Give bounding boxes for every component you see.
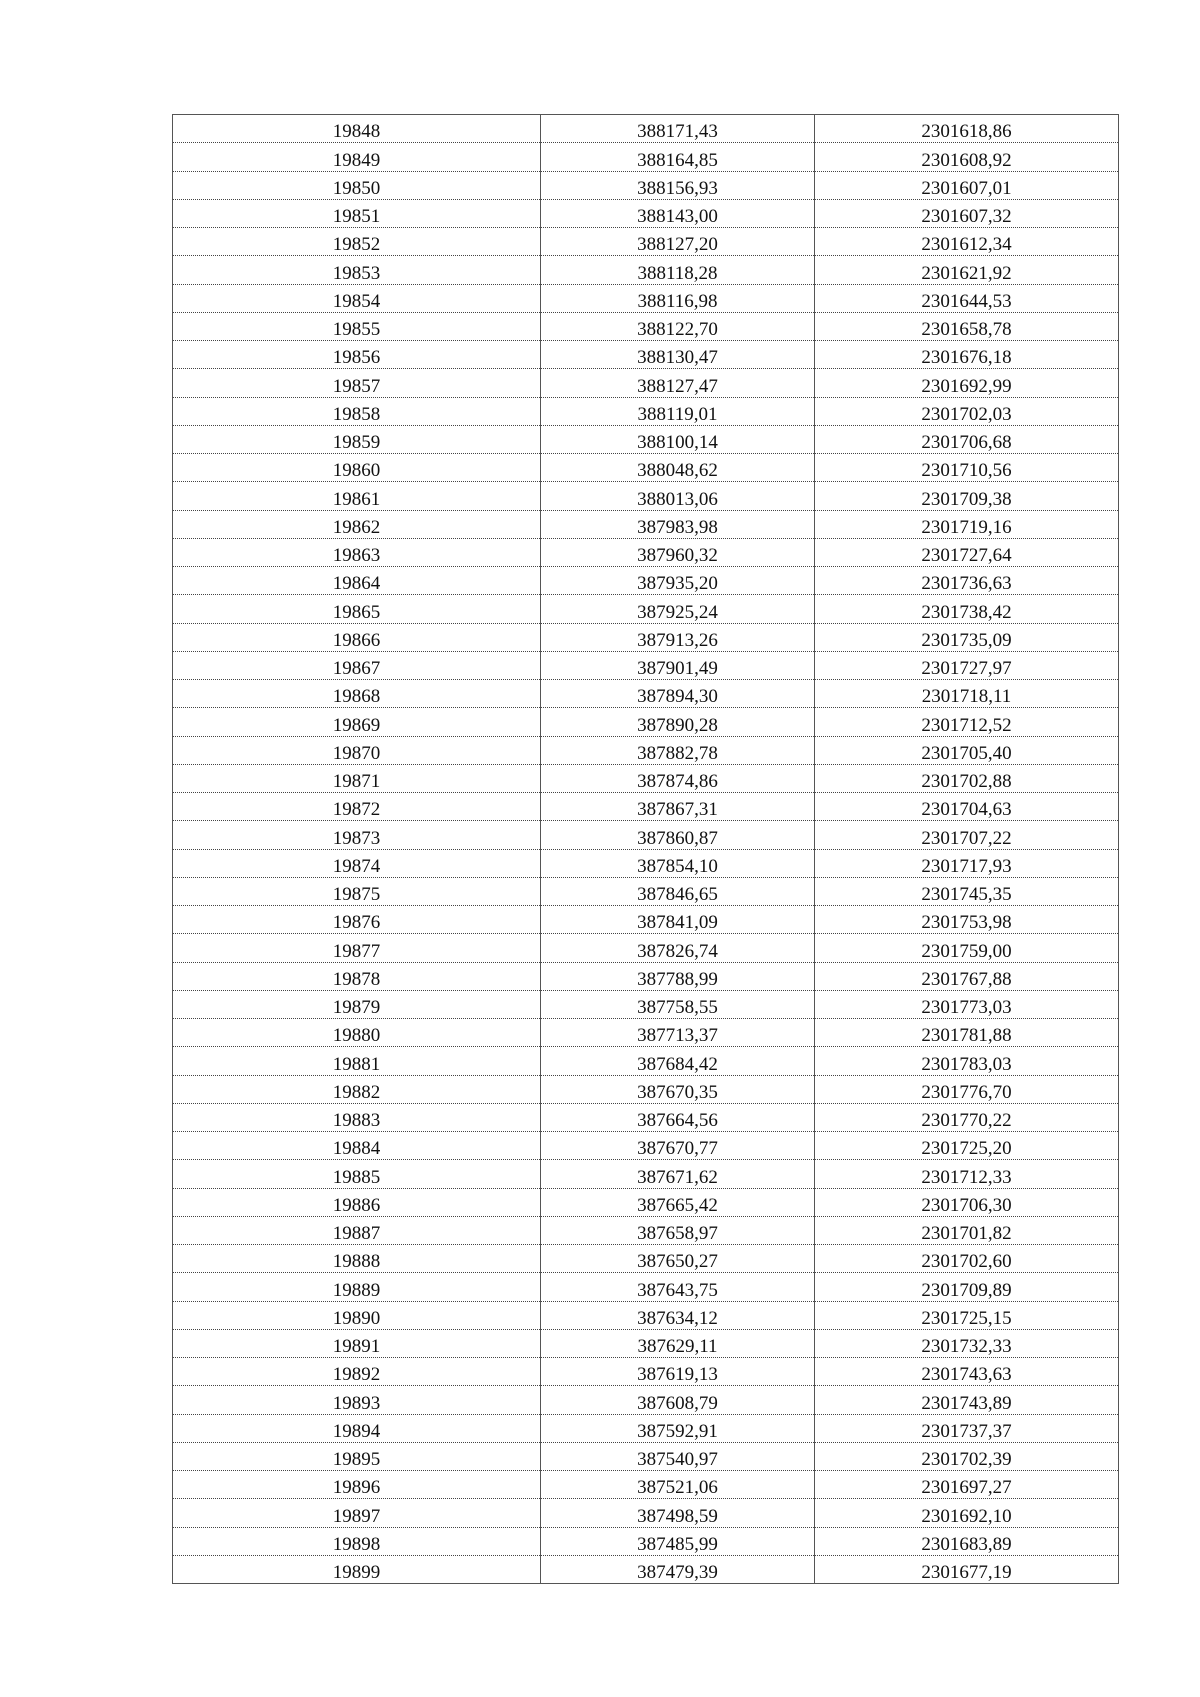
y-coordinate-cell: 2301676,18: [815, 341, 1119, 369]
y-coordinate-cell: 2301770,22: [815, 1103, 1119, 1131]
x-coordinate-cell: 387713,37: [541, 1019, 815, 1047]
x-coordinate-cell: 388122,70: [541, 312, 815, 340]
x-coordinate-cell: 388130,47: [541, 341, 815, 369]
table-row: [173, 849, 1119, 877]
table-row: [173, 567, 1119, 595]
point-number-cell: 19861: [173, 482, 541, 510]
table-row: [173, 934, 1119, 962]
point-number-cell: 19864: [173, 567, 541, 595]
table-row: [173, 1188, 1119, 1216]
table-row: [173, 821, 1119, 849]
point-number-cell: 19876: [173, 906, 541, 934]
point-number-cell: 19870: [173, 736, 541, 764]
x-coordinate-cell: 387592,91: [541, 1414, 815, 1442]
point-number-cell: 19893: [173, 1386, 541, 1414]
x-coordinate-cell: 387841,09: [541, 906, 815, 934]
table-row: [173, 369, 1119, 397]
point-number-cell: 19868: [173, 680, 541, 708]
table-row: [173, 199, 1119, 227]
x-coordinate-cell: 387485,99: [541, 1527, 815, 1555]
table-row: [173, 1245, 1119, 1273]
table-row: [173, 736, 1119, 764]
table-row: [173, 1358, 1119, 1386]
point-number-cell: 19850: [173, 171, 541, 199]
y-coordinate-cell: 2301732,33: [815, 1329, 1119, 1357]
y-coordinate-cell: 2301704,63: [815, 793, 1119, 821]
point-number-cell: 19852: [173, 228, 541, 256]
table-row: [173, 510, 1119, 538]
y-coordinate-cell: 2301709,38: [815, 482, 1119, 510]
y-coordinate-cell: 2301697,27: [815, 1471, 1119, 1499]
y-coordinate-cell: 2301618,86: [815, 115, 1119, 143]
x-coordinate-cell: 388143,00: [541, 199, 815, 227]
y-coordinate-cell: 2301705,40: [815, 736, 1119, 764]
x-coordinate-cell: 387983,98: [541, 510, 815, 538]
table-row: [173, 962, 1119, 990]
y-coordinate-cell: 2301781,88: [815, 1019, 1119, 1047]
point-number-cell: 19854: [173, 284, 541, 312]
y-coordinate-cell: 2301644,53: [815, 284, 1119, 312]
y-coordinate-cell: 2301725,15: [815, 1301, 1119, 1329]
point-number-cell: 19858: [173, 397, 541, 425]
y-coordinate-cell: 2301712,33: [815, 1160, 1119, 1188]
table-row: [173, 397, 1119, 425]
y-coordinate-cell: 2301718,11: [815, 680, 1119, 708]
x-coordinate-cell: 387521,06: [541, 1471, 815, 1499]
y-coordinate-cell: 2301743,63: [815, 1358, 1119, 1386]
y-coordinate-cell: 2301702,03: [815, 397, 1119, 425]
table-row: [173, 1273, 1119, 1301]
table-row: [173, 708, 1119, 736]
table-row: [173, 1047, 1119, 1075]
point-number-cell: 19898: [173, 1527, 541, 1555]
table-row: [173, 1103, 1119, 1131]
x-coordinate-cell: 387890,28: [541, 708, 815, 736]
x-coordinate-cell: 387935,20: [541, 567, 815, 595]
point-number-cell: 19890: [173, 1301, 541, 1329]
x-coordinate-cell: 387846,65: [541, 877, 815, 905]
x-coordinate-cell: 387479,39: [541, 1555, 815, 1583]
y-coordinate-cell: 2301709,89: [815, 1273, 1119, 1301]
y-coordinate-cell: 2301712,52: [815, 708, 1119, 736]
point-number-cell: 19896: [173, 1471, 541, 1499]
point-number-cell: 19863: [173, 538, 541, 566]
y-coordinate-cell: 2301743,89: [815, 1386, 1119, 1414]
point-number-cell: 19874: [173, 849, 541, 877]
table-row: [173, 1499, 1119, 1527]
point-number-cell: 19865: [173, 595, 541, 623]
x-coordinate-cell: 387960,32: [541, 538, 815, 566]
point-number-cell: 19887: [173, 1216, 541, 1244]
x-coordinate-cell: 388171,43: [541, 115, 815, 143]
y-coordinate-cell: 2301717,93: [815, 849, 1119, 877]
point-number-cell: 19886: [173, 1188, 541, 1216]
x-coordinate-cell: 387540,97: [541, 1442, 815, 1470]
x-coordinate-cell: 387788,99: [541, 962, 815, 990]
x-coordinate-cell: 387684,42: [541, 1047, 815, 1075]
x-coordinate-cell: 388156,93: [541, 171, 815, 199]
table-row: [173, 1442, 1119, 1470]
y-coordinate-cell: 2301707,22: [815, 821, 1119, 849]
y-coordinate-cell: 2301677,19: [815, 1555, 1119, 1583]
x-coordinate-cell: 387826,74: [541, 934, 815, 962]
table-row: [173, 341, 1119, 369]
x-coordinate-cell: 387634,12: [541, 1301, 815, 1329]
y-coordinate-cell: 2301783,03: [815, 1047, 1119, 1075]
x-coordinate-cell: 387658,97: [541, 1216, 815, 1244]
x-coordinate-cell: 388048,62: [541, 454, 815, 482]
point-number-cell: 19899: [173, 1555, 541, 1583]
table-row: [173, 1019, 1119, 1047]
x-coordinate-cell: 388013,06: [541, 482, 815, 510]
point-number-cell: 19875: [173, 877, 541, 905]
y-coordinate-cell: 2301776,70: [815, 1075, 1119, 1103]
x-coordinate-cell: 387854,10: [541, 849, 815, 877]
y-coordinate-cell: 2301767,88: [815, 962, 1119, 990]
point-number-cell: 19878: [173, 962, 541, 990]
x-coordinate-cell: 387664,56: [541, 1103, 815, 1131]
x-coordinate-cell: 387665,42: [541, 1188, 815, 1216]
x-coordinate-cell: 387860,87: [541, 821, 815, 849]
y-coordinate-cell: 2301706,30: [815, 1188, 1119, 1216]
point-number-cell: 19885: [173, 1160, 541, 1188]
table-row: [173, 1329, 1119, 1357]
x-coordinate-cell: 387608,79: [541, 1386, 815, 1414]
y-coordinate-cell: 2301706,68: [815, 425, 1119, 453]
point-number-cell: 19872: [173, 793, 541, 821]
point-number-cell: 19848: [173, 115, 541, 143]
table-row: [173, 595, 1119, 623]
x-coordinate-cell: 387925,24: [541, 595, 815, 623]
y-coordinate-cell: 2301753,98: [815, 906, 1119, 934]
y-coordinate-cell: 2301692,10: [815, 1499, 1119, 1527]
point-number-cell: 19866: [173, 623, 541, 651]
x-coordinate-cell: 387670,35: [541, 1075, 815, 1103]
y-coordinate-cell: 2301701,82: [815, 1216, 1119, 1244]
table-row: [173, 1386, 1119, 1414]
x-coordinate-cell: 388127,20: [541, 228, 815, 256]
y-coordinate-cell: 2301658,78: [815, 312, 1119, 340]
table-row: [173, 1527, 1119, 1555]
x-coordinate-cell: 387650,27: [541, 1245, 815, 1273]
y-coordinate-cell: 2301702,88: [815, 764, 1119, 792]
x-coordinate-cell: 387498,59: [541, 1499, 815, 1527]
x-coordinate-cell: 387758,55: [541, 990, 815, 1018]
y-coordinate-cell: 2301710,56: [815, 454, 1119, 482]
point-number-cell: 19897: [173, 1499, 541, 1527]
point-number-cell: 19871: [173, 764, 541, 792]
table-row: [173, 256, 1119, 284]
x-coordinate-cell: 387643,75: [541, 1273, 815, 1301]
x-coordinate-cell: 387619,13: [541, 1358, 815, 1386]
point-number-cell: 19859: [173, 425, 541, 453]
y-coordinate-cell: 2301692,99: [815, 369, 1119, 397]
table-row: [173, 228, 1119, 256]
table-row: [173, 1160, 1119, 1188]
y-coordinate-cell: 2301607,01: [815, 171, 1119, 199]
table-row: [173, 425, 1119, 453]
y-coordinate-cell: 2301737,37: [815, 1414, 1119, 1442]
y-coordinate-cell: 2301773,03: [815, 990, 1119, 1018]
table-row: [173, 143, 1119, 171]
x-coordinate-cell: 388116,98: [541, 284, 815, 312]
table-row: [173, 171, 1119, 199]
point-number-cell: 19889: [173, 1273, 541, 1301]
table-row: [173, 623, 1119, 651]
point-number-cell: 19880: [173, 1019, 541, 1047]
y-coordinate-cell: 2301759,00: [815, 934, 1119, 962]
y-coordinate-cell: 2301612,34: [815, 228, 1119, 256]
y-coordinate-cell: 2301702,60: [815, 1245, 1119, 1273]
point-number-cell: 19882: [173, 1075, 541, 1103]
x-coordinate-cell: 388127,47: [541, 369, 815, 397]
x-coordinate-cell: 388119,01: [541, 397, 815, 425]
y-coordinate-cell: 2301727,64: [815, 538, 1119, 566]
coordinates-table: [172, 114, 1119, 1584]
y-coordinate-cell: 2301702,39: [815, 1442, 1119, 1470]
point-number-cell: 19891: [173, 1329, 541, 1357]
y-coordinate-cell: 2301719,16: [815, 510, 1119, 538]
table-row: [173, 1301, 1119, 1329]
point-number-cell: 19888: [173, 1245, 541, 1273]
x-coordinate-cell: 387882,78: [541, 736, 815, 764]
x-coordinate-cell: 387671,62: [541, 1160, 815, 1188]
x-coordinate-cell: 387913,26: [541, 623, 815, 651]
table-row: [173, 1075, 1119, 1103]
point-number-cell: 19862: [173, 510, 541, 538]
point-number-cell: 19883: [173, 1103, 541, 1131]
x-coordinate-cell: 387874,86: [541, 764, 815, 792]
point-number-cell: 19892: [173, 1358, 541, 1386]
x-coordinate-cell: 387867,31: [541, 793, 815, 821]
point-number-cell: 19881: [173, 1047, 541, 1075]
table-row: [173, 764, 1119, 792]
point-number-cell: 19856: [173, 341, 541, 369]
x-coordinate-cell: 388118,28: [541, 256, 815, 284]
table-row: [173, 680, 1119, 708]
point-number-cell: 19849: [173, 143, 541, 171]
y-coordinate-cell: 2301608,92: [815, 143, 1119, 171]
point-number-cell: 19879: [173, 990, 541, 1018]
coordinates-table-body: [173, 115, 1119, 1584]
point-number-cell: 19860: [173, 454, 541, 482]
x-coordinate-cell: 387901,49: [541, 651, 815, 679]
y-coordinate-cell: 2301607,32: [815, 199, 1119, 227]
y-coordinate-cell: 2301735,09: [815, 623, 1119, 651]
point-number-cell: 19867: [173, 651, 541, 679]
table-row: [173, 312, 1119, 340]
x-coordinate-cell: 387629,11: [541, 1329, 815, 1357]
point-number-cell: 19884: [173, 1132, 541, 1160]
table-row: [173, 115, 1119, 143]
table-row: [173, 877, 1119, 905]
point-number-cell: 19894: [173, 1414, 541, 1442]
table-row: [173, 454, 1119, 482]
point-number-cell: 19895: [173, 1442, 541, 1470]
y-coordinate-cell: 2301683,89: [815, 1527, 1119, 1555]
point-number-cell: 19853: [173, 256, 541, 284]
table-row: [173, 538, 1119, 566]
table-row: [173, 1555, 1119, 1583]
table-row: [173, 1132, 1119, 1160]
point-number-cell: 19851: [173, 199, 541, 227]
x-coordinate-cell: 388164,85: [541, 143, 815, 171]
table-row: [173, 1471, 1119, 1499]
point-number-cell: 19857: [173, 369, 541, 397]
y-coordinate-cell: 2301736,63: [815, 567, 1119, 595]
y-coordinate-cell: 2301738,42: [815, 595, 1119, 623]
table-row: [173, 651, 1119, 679]
table-row: [173, 1216, 1119, 1244]
table-row: [173, 990, 1119, 1018]
table-row: [173, 793, 1119, 821]
y-coordinate-cell: 2301725,20: [815, 1132, 1119, 1160]
x-coordinate-cell: 387670,77: [541, 1132, 815, 1160]
point-number-cell: 19873: [173, 821, 541, 849]
y-coordinate-cell: 2301745,35: [815, 877, 1119, 905]
y-coordinate-cell: 2301727,97: [815, 651, 1119, 679]
x-coordinate-cell: 388100,14: [541, 425, 815, 453]
point-number-cell: 19877: [173, 934, 541, 962]
y-coordinate-cell: 2301621,92: [815, 256, 1119, 284]
point-number-cell: 19869: [173, 708, 541, 736]
table-row: [173, 1414, 1119, 1442]
point-number-cell: 19855: [173, 312, 541, 340]
table-row: [173, 284, 1119, 312]
table-row: [173, 482, 1119, 510]
table-row: [173, 906, 1119, 934]
x-coordinate-cell: 387894,30: [541, 680, 815, 708]
